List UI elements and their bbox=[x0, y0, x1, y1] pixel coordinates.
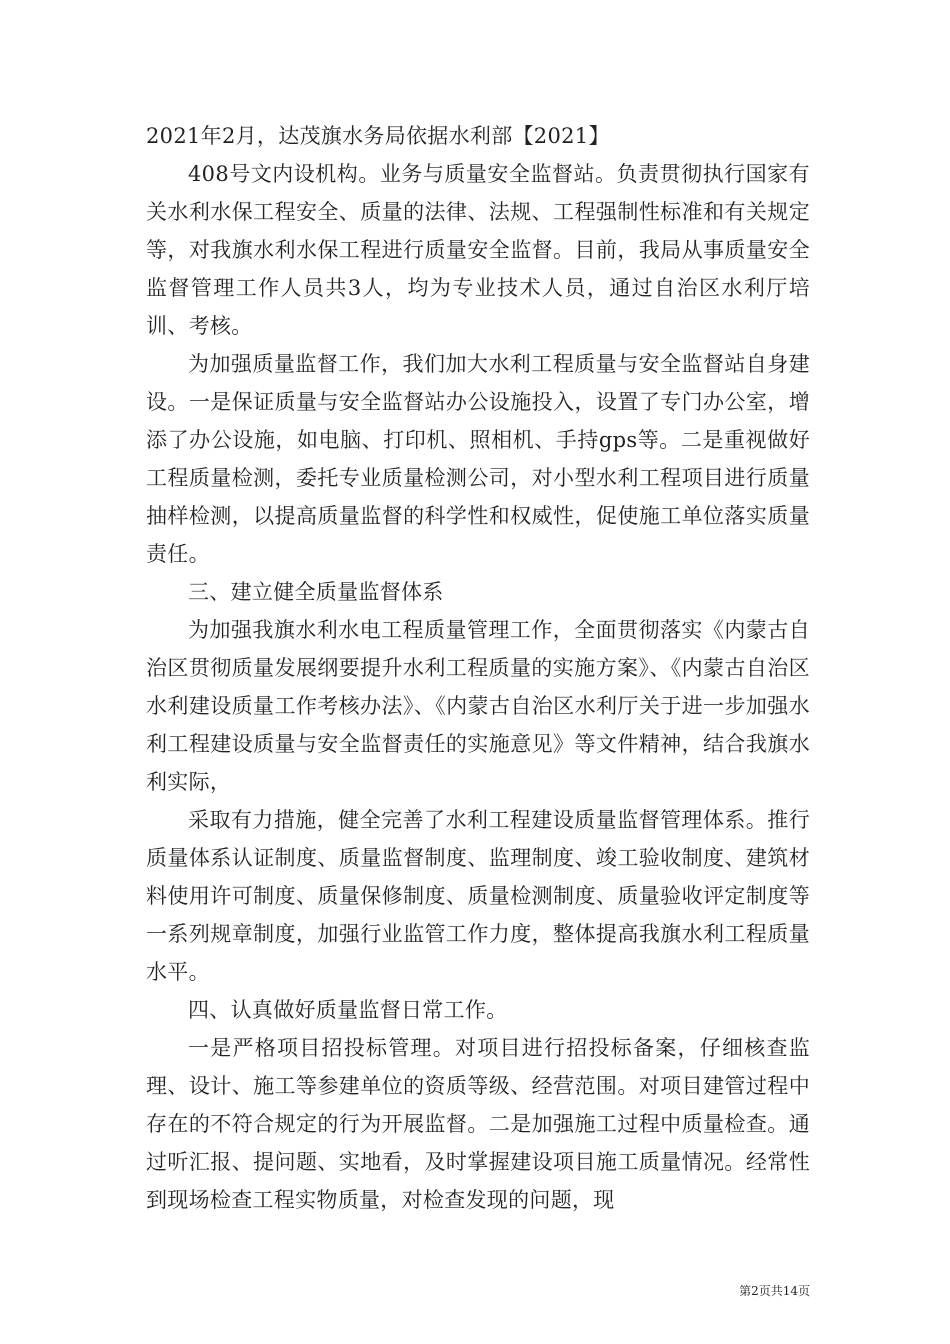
document-body bbox=[146, 117, 810, 1219]
section-heading-3: 三、建立健全质量监督体系 bbox=[188, 580, 444, 604]
section-heading-4: 四、认真做好质量监督日常工作。 bbox=[188, 998, 508, 1022]
page-number: 第2页共14页 bbox=[739, 1284, 810, 1298]
paragraph-5: 为加强我旗水利水电工程质量管理工作，全面贯彻落实《内蒙古自治区贯彻质量发展纲要提升水利工程质量的实施方案》、《内蒙古自治区水利建设质量工作考核办法》、《内蒙古自治区水利厅关于进一步加强水利工程建设质量与安全监督责任的实施意见》等文件精神，结合我旗水利实际， bbox=[146, 618, 810, 794]
paragraph-3: 为加强质量监督工作，我们加大水利工程质量与安全监督站自身建设。一是保证质量与安全监督站办公设施投入，设置了专门办公室，增添了办公设施，如电脑、打印机、照相机、手持gps等。二是重视做好工程质量检测，委托专业质量检测公司，对小型水利工程项目进行质量抽样检测，以提高质量监督的科学性和权威性，促使施工单位落实质量责任。 bbox=[146, 352, 810, 566]
paragraph-6: 采取有力措施，健全完善了水利工程建设质量监督管理体系。推行质量体系认证制度、质量监督制度、监理制度、竣工验收制度、建筑材料使用许可制度、质量保修制度、质量检测制度、质量验收评定制度等一系列规章制度，加强行业监管工作力度，整体提高我旗水利工程质量水平。 bbox=[146, 808, 810, 984]
paragraph-1: 2021年2月，达茂旗水务局依据水利部【2021】 bbox=[146, 124, 610, 148]
paragraph-2: 408号文内设机构。业务与质量安全监督站。负责贯彻执行国家有关水利水保工程安全、质量的法律、法规、工程强制性标准和有关规定等，对我旗水利水保工程进行质量安全监督。目前，我局从事质量安全监督管理工作人员共3人，均为专业技术人员，通过自治区水利厅培训、考核。 bbox=[146, 162, 810, 338]
paragraph-8: 一是严格项目招投标管理。对项目进行招投标备案，仔细核查监理、设计、施工等参建单位的资质等级、经营范围。对项目建管过程中存在的不符合规定的行为开展监督。二是加强施工过程中质量检查。通过听汇报、提问题、实地看，及时掌握建设项目施工质量情况。经常性到现场检查工程实物质量，对检查发现的问题，现 bbox=[146, 1036, 810, 1212]
